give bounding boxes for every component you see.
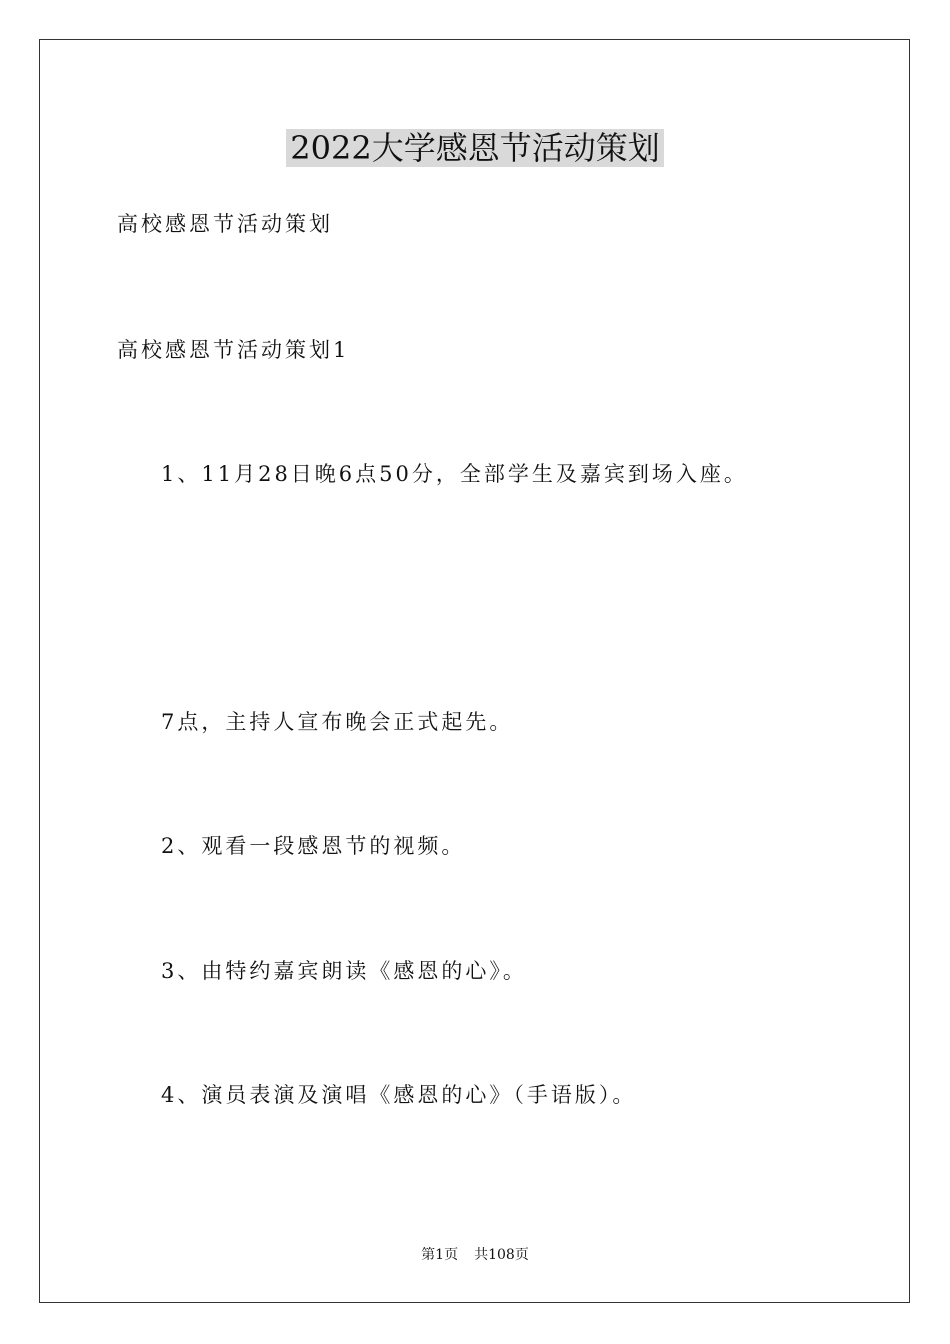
page-total: 共108页 [474,1247,529,1263]
paragraph-item-3: 3、由特约嘉宾朗读《感恩的心》。 [161,959,527,983]
document-title-text: 2022大学感恩节活动策划 [286,129,663,167]
paragraph-item-4: 4、演员表演及演唱《感恩的心》（手语版）。 [161,1083,637,1107]
paragraph-item-1-continued: 7点，主持人宣布晚会正式起先。 [161,710,514,734]
paragraph-item-1: 1、11月28日晚6点50分，全部学生及嘉宾到场入座。 [161,462,748,486]
document-title [0,126,950,170]
page-footer [0,1245,950,1265]
paragraph-section-heading: 高校感恩节活动策划1 [117,338,350,362]
page-number: 第1页 [421,1247,459,1263]
paragraph-subtitle: 高校感恩节活动策划 [117,212,333,236]
paragraph-item-2: 2、观看一段感恩节的视频。 [161,834,466,858]
